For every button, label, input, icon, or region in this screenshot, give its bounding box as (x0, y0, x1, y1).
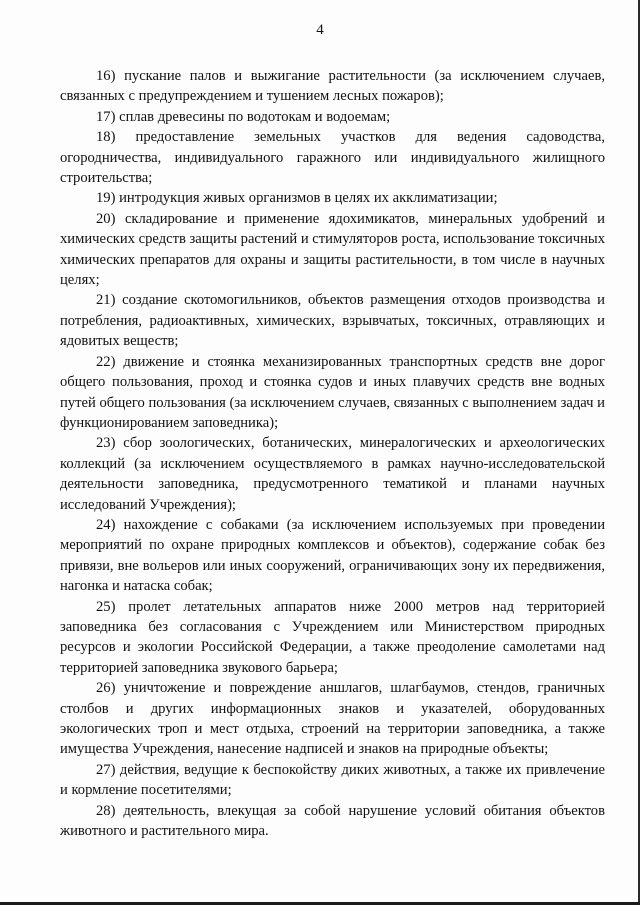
list-item: 27) действия, ведущие к беспокойству диких животных, а также их привлечение и кормление посетителями; (60, 761, 605, 799)
list-item: 17) сплав древесины по водотокам и водоемам; (96, 108, 391, 125)
list-item: 20) складирование и применение ядохимикатов, минеральных удобрений и химических средств защиты растений и стимуляторов роста, использование токсичных химических препаратов для охраны и защиты растительности, в том числе в научных целях; (60, 210, 606, 289)
list-item: 16) пускание палов и выжигание растительности (за исключением случаев, связанных с предупреждением и тушением лесных пожаров); (60, 68, 605, 105)
page-number: 4 (316, 22, 324, 38)
list-item: 28) деятельность, влекущая за собой нарушение условий обитания объектов животного и растительного мира. (60, 802, 605, 840)
list-item: 19) интродукция живых организмов в целях их акклиматизации; (96, 190, 498, 207)
list-item: 24) нахождение с собаками (за исключением используемых при проведении мероприятий по охране природных комплексов и объектов), содержание собак без привязи, вне вольеров или иных сооружений, ограничивающих зону их передвижения, нагонка и натаска собак; (60, 516, 605, 595)
list-item: 22) движение и стоянка механизированных транспортных средств вне дорог общего пользования, проход и стоянка судов и иных плавучих средств вне водных путей общего пользования (за исключением случаев, связанных с выполнением задач и функционированием заповедника); (60, 353, 605, 431)
document-body (60, 66, 605, 841)
list-item: 21) создание скотомогильников, объектов размещения отходов производства и потребления, радиоактивных, химических, взрывчатых, токсичных, отравляющих и ядовитых веществ; (60, 292, 605, 350)
list-item: 26) уничтожение и повреждение аншлагов, шлагбаумов, стендов, граничных столбов и других информационных знаков и указателей, оборудованных экологических троп и мест отдыха, строений на территории заповедника, а также имущества Учреждения, нанесение надписей и знаков на природные объекты; (60, 680, 605, 758)
list-item: 23) сбор зоологических, ботанических, минералогических и археологических коллекций (за исключением осуществляемого в рамках научно-исследовательской деятельности заповедника, предусмотренного тематикой и планами научных исследований Учреждения); (60, 435, 605, 513)
list-item: 18) предоставление земельных участков для ведения садоводства, огородничества, индивидуального гаражного или индивидуального жилищного строительства; (60, 129, 605, 187)
list-item: 25) пролет летательных аппаратов ниже 2000 метров над территорией заповедника без согласования с Учреждением или Министерством природных ресурсов и экологии Российской Федерации, а также преодоление самолетами над территорией заповедника звукового барьера; (60, 598, 605, 676)
